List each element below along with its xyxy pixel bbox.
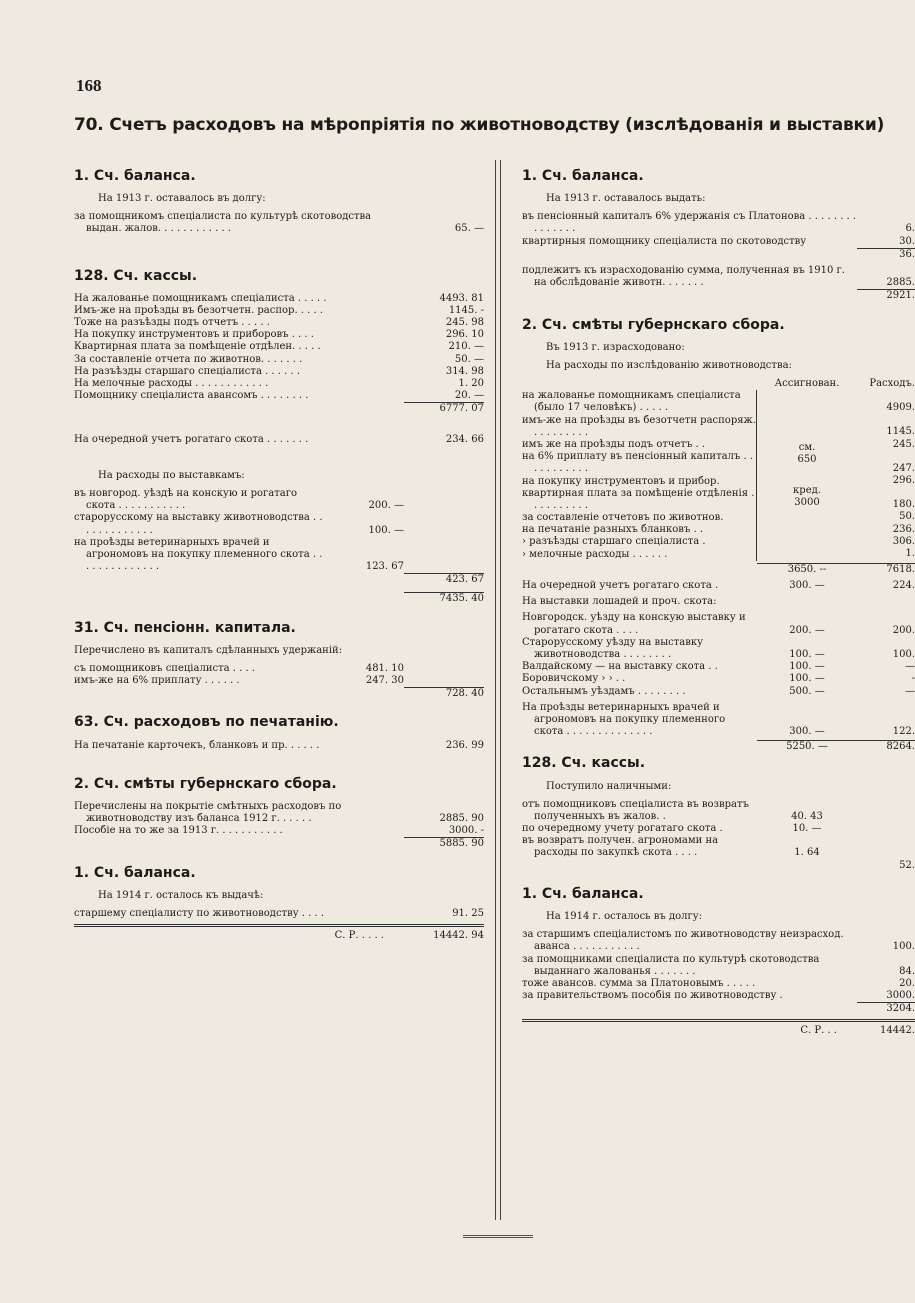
entry-assign: 300. —	[789, 580, 825, 592]
entry-label: по очередному учету рогатаго скота .	[522, 823, 723, 835]
entry-row	[74, 488, 404, 512]
entry-label: Валдайскому — на выставку скота . .	[522, 661, 718, 673]
total-row	[522, 1002, 915, 1015]
entry-value: 247. 30	[365, 675, 404, 687]
entry-value: 1.	[905, 547, 915, 559]
entry-label: Тоже на разъѣзды подъ отчетъ . . . . .	[74, 317, 270, 329]
page-number: 168	[76, 76, 102, 95]
total-value: 3204.	[857, 1002, 915, 1015]
entry-label: имъ-же на 6% приплату . . . . . .	[74, 675, 240, 687]
entry-row	[522, 673, 915, 685]
subheading: На 1914 г. осталось къ выдачѣ:	[98, 889, 264, 901]
page-title: 70. Счетъ расходовъ на мѣропріятія по животноводству (изслѣдованія и выставки)	[74, 115, 885, 135]
entry-value: 10. —	[792, 823, 822, 835]
entry-value: 4909.	[886, 402, 915, 414]
entry-label: за старшимъ спеціалистомъ по животноводству неизрасход. аванса . . . . . . . . . . .	[522, 929, 844, 953]
entry-row	[522, 835, 857, 859]
entry-label: Помощнику спеціалиста авансомъ . . . . . . . .	[74, 390, 309, 402]
entry-row	[522, 211, 915, 235]
entry-row	[522, 265, 915, 289]
total-value: 2921.	[857, 289, 915, 302]
entry-label: Боровичскому › › . .	[522, 673, 626, 685]
entry-value: 245. 98	[445, 317, 484, 329]
total-row	[522, 289, 915, 302]
entry-row	[74, 305, 484, 317]
entry-row	[74, 663, 404, 675]
entry-value: 234. 66	[445, 433, 484, 445]
entry-label: отъ помощниковъ спеціалиста въ возвратъ полученныхъ въ жалов. .	[522, 798, 749, 822]
entry-value: 2885.	[886, 277, 915, 289]
entry-label: Перечислены на покрытіе смѣтныхъ расходовъ по животноводству изъ баланса 1912 г. . . . . .	[74, 800, 342, 825]
entry-label: На покупку инструментовъ и приборовъ . . . .	[74, 329, 314, 341]
entry-label: За составленіе отчета по животнов. . . . . . .	[74, 353, 303, 365]
entry-label: На жалованье помощникамъ спеціалиста . . . . .	[74, 292, 327, 304]
entry-value: 20.	[899, 977, 915, 989]
entry-label: за помощникомъ спеціалиста по культурѣ скотоводства выдан. жалов. . . . . . . . . . . .	[74, 211, 372, 235]
entry-value: 40. 43	[791, 810, 823, 822]
entry-label: › мелочные расходы . . . . . .	[522, 549, 757, 561]
entry-value: 20. —	[454, 390, 484, 402]
entry-label: въ возвратъ получен. агрономами на расходы по закупкѣ скота . . . .	[522, 835, 719, 859]
entry-row	[74, 293, 484, 305]
entry-value: 3000.	[886, 990, 915, 1002]
entry-row	[522, 476, 757, 488]
entry-row	[74, 825, 484, 837]
entry-row	[74, 801, 484, 825]
subheading: На расходы по изслѣдованію животноводства:	[546, 359, 792, 371]
entry-row	[522, 488, 757, 512]
entry-label: на печатаніе разныхъ бланковъ . .	[522, 524, 757, 536]
section-heading: 2. Сч. смѣты губернскаго сбора.	[522, 316, 785, 333]
grand-total-row	[74, 924, 484, 942]
entry-label: на 6% приплату въ пенсіонный капиталъ . . . . . . . . . . .	[522, 451, 757, 475]
entry-label: На мелочные расходы . . . . . . . . . . . .	[74, 378, 269, 390]
column-divider-lower	[495, 880, 501, 1220]
entry-label: на проѣзды ветеринарныхъ врачей и агрономовъ на покупку племенного скота . . . . . . . . . . . . . .	[74, 536, 323, 573]
brace-note: 3000	[794, 496, 820, 508]
entry-row	[74, 390, 484, 402]
entry-value: 247.	[892, 462, 915, 474]
entry-value: 245.	[892, 438, 915, 450]
entry-row	[74, 366, 484, 378]
entry-value: 200. —	[368, 500, 404, 512]
spent-values	[857, 390, 915, 561]
entry-row	[522, 612, 915, 636]
subheading: Перечислено въ капиталъ сдѣланныхъ удержаній:	[74, 644, 343, 656]
total-assign: 5250. —	[757, 740, 857, 753]
entry-label: за составленіе отчетовъ по животнов.	[522, 512, 757, 524]
footer-rule	[463, 1235, 533, 1238]
column-divider	[495, 160, 501, 880]
entry-row	[522, 580, 915, 592]
entry-value: 1. 64	[794, 847, 820, 859]
entry-label: На печатаніе карточекъ, бланковъ и пр. . . . . .	[74, 739, 320, 751]
grand-total-value: 14442.	[880, 1025, 915, 1037]
entry-value: —	[905, 685, 915, 697]
entry-row	[522, 415, 757, 439]
entry-value: 50.	[899, 511, 915, 523]
entry-value: 100.	[892, 941, 915, 953]
subheading: На 1913 г. оставалось въ долгу:	[98, 193, 266, 205]
entry-value: 314. 98	[445, 365, 484, 377]
entry-label: старорусскому на выставку животноводства . . . . . . . . . . . . .	[74, 512, 323, 536]
section-heading: 1. Сч. баланса.	[74, 864, 196, 881]
entry-row	[74, 740, 484, 752]
entry-row	[74, 354, 484, 366]
brace-note: 650	[797, 454, 817, 466]
total-row	[74, 837, 484, 850]
entry-row	[74, 341, 484, 353]
entry-assign: 100. —	[789, 648, 825, 660]
total-row	[74, 687, 484, 700]
entry-row	[522, 702, 915, 739]
entry-value: 180.	[892, 499, 915, 511]
entry-label: Пособіе на то же за 1913 г. . . . . . . . . . .	[74, 825, 283, 837]
total-value: 7435. 40	[404, 592, 484, 605]
total-value: 5885. 90	[404, 837, 484, 850]
entry-row	[74, 329, 484, 341]
subheading: Въ 1913 г. израсходовано:	[546, 341, 685, 353]
entry-label: въ пенсіонный капиталъ 6% удержанія съ Платонова . . . . . . . . . . . . . . .	[522, 211, 857, 235]
entry-row	[522, 390, 757, 414]
entry-row	[522, 637, 915, 661]
entry-label: съ помощниковъ спеціалиста . . . .	[74, 662, 256, 674]
entry-value: 1145. -	[448, 304, 484, 316]
entry-label: Новгородск. уѣзду на конскую выставку и рогатаго скота . . . .	[522, 612, 746, 636]
entry-value: 3000. -	[448, 825, 484, 837]
entry-label: подлежитъ къ израсходованію сумма, полученная въ 1910 г. на обслѣдованіе животн. . . . . . .	[522, 265, 845, 289]
col-assign-header: Ассигнован.	[774, 378, 840, 390]
entry-value: 296.	[892, 474, 915, 486]
grand-total-label: С. Р. . . . .	[334, 930, 384, 942]
left-column	[74, 154, 484, 942]
entry-value: 306.	[892, 535, 915, 547]
entry-row	[74, 537, 404, 574]
entry-value: 481. 10	[365, 662, 404, 674]
grand-total-value: 14442. 94	[433, 930, 484, 942]
entry-label: на жалованье помощникамъ спеціалиста (было 17 человѣкъ) . . . . .	[522, 390, 757, 414]
entry-row	[522, 823, 857, 835]
entry-value: 210. —	[448, 341, 484, 353]
entry-value: 84.	[899, 965, 915, 977]
total-spent: 8264.	[857, 740, 915, 753]
entry-label: Имъ-же на проѣзды въ безотчетн. распор. . . . .	[74, 304, 324, 316]
subtotal-row	[522, 248, 915, 261]
entry-assign: 100. —	[789, 673, 825, 685]
entry-value: 65. —	[454, 223, 484, 235]
total-row	[522, 740, 915, 753]
entry-value: 91. 25	[452, 907, 484, 919]
section-heading: 1. Сч. баланса.	[522, 885, 644, 902]
entry-label: за помощниками спеціалиста по культурѣ скотоводства выданнаго жалованья . . . . . . .	[522, 953, 820, 977]
right-column	[522, 154, 915, 1038]
brace-rows	[522, 390, 757, 561]
entry-value: 100. —	[368, 524, 404, 536]
brace-note: см.	[798, 442, 816, 454]
entry-label: На очередной учетъ рогатаго скота .	[522, 580, 719, 592]
section-heading: 1. Сч. баланса.	[522, 168, 644, 184]
entry-value: 2885. 90	[439, 813, 484, 825]
entry-value: 6.	[905, 223, 915, 235]
subtotal-value: 6777. 07	[404, 402, 484, 415]
entry-row	[522, 686, 915, 698]
brace-block	[522, 390, 915, 561]
total-value: 728. 40	[404, 687, 484, 700]
entry-label: На проѣзды ветеринарныхъ врачей и агрономовъ на покупку племенного скота . . . . . . . . . . . . . .	[522, 701, 726, 738]
entry-label: имъ же на проѣзды подъ отчетъ . .	[522, 439, 757, 451]
total-row	[522, 860, 915, 872]
column-headers	[522, 378, 915, 390]
entry-row	[522, 451, 757, 475]
section-heading: 128. Сч. кассы.	[74, 267, 198, 284]
entry-value: —	[905, 661, 915, 673]
grand-total-label: С. Р. . .	[800, 1025, 837, 1037]
subheading: Поступило наличными:	[546, 780, 672, 792]
entry-value: 1145.	[886, 426, 915, 438]
entry-label: квартирныя помощнику спеціалиста по скотоводству	[522, 235, 807, 247]
entry-assign: 200. —	[789, 624, 825, 636]
section-heading: 128. Сч. кассы.	[522, 755, 646, 772]
entry-row	[522, 512, 757, 524]
entry-row	[74, 211, 484, 235]
grand-total-row	[522, 1019, 915, 1037]
entry-assign: 300. —	[789, 726, 825, 738]
subheading: На 1914 г. осталось въ долгу:	[546, 910, 702, 922]
subheading: На 1913 г. оставалось выдать:	[546, 193, 706, 205]
entry-row	[522, 549, 757, 561]
entry-row	[522, 439, 757, 451]
entry-row	[74, 908, 484, 920]
entry-row	[74, 317, 484, 329]
subheading: На расходы по выставкамъ:	[98, 469, 245, 481]
entry-row	[74, 675, 404, 687]
entry-label: имъ-же на проѣзды въ безотчетн распоряж. . . . . . . . . .	[522, 414, 756, 438]
entry-label: Остальнымъ уѣздамъ . . . . . . . .	[522, 685, 686, 697]
entry-label: › разъѣзды старшаго спеціалиста .	[522, 536, 757, 548]
entry-assign: 100. —	[789, 661, 825, 673]
entry-label: старшему спеціалисту по животноводству . . . .	[74, 907, 325, 919]
entry-row	[522, 954, 915, 978]
entry-label: На разъѣзды старшаго спеціалиста . . . . . .	[74, 365, 301, 377]
entry-value: 200.	[892, 624, 915, 636]
entry-label: Квартирная плата за помѣщеніе отдѣлен. . . . .	[74, 341, 321, 353]
entry-value: 123. 67	[365, 561, 404, 573]
entry-label: въ новгород. уѣздѣ на конскую и рогатаго скота . . . . . . . . . . .	[74, 487, 297, 512]
entry-row	[522, 990, 915, 1002]
section-heading: 63. Сч. расходовъ по печатанію.	[74, 714, 339, 731]
subtotal-row	[74, 573, 484, 586]
subtotal-value: 423. 67	[404, 573, 484, 586]
section-heading: 1. Сч. баланса.	[74, 168, 196, 184]
entry-row	[74, 512, 404, 536]
subtotal-row	[522, 563, 915, 576]
entry-value: 1. 20	[458, 378, 484, 390]
entry-value: 296. 10	[445, 329, 484, 341]
section-heading: 2. Сч. смѣты губернскаго сбора.	[74, 775, 337, 792]
entry-label: Старорусскому уѣзду на выставку животноводства . . . . . . . .	[522, 636, 704, 660]
entry-value: -	[911, 673, 915, 685]
col-spent-header: Расходъ.	[869, 378, 915, 390]
brace-note: кред.	[793, 484, 821, 496]
entry-value: 236. 99	[445, 739, 484, 751]
entry-value: 4493. 81	[439, 292, 484, 304]
entry-assign: 500. —	[789, 685, 825, 697]
entry-row	[522, 536, 757, 548]
entry-label: тоже авансов. сумма за Платоновымъ . . . . .	[522, 977, 756, 989]
entry-label: На очередной учетъ рогатаго скота . . . . . . .	[74, 433, 309, 445]
entry-row	[522, 661, 915, 673]
entry-row	[74, 378, 484, 390]
entry-value: 100.	[892, 648, 915, 660]
subtotal-spent: 7618.	[857, 563, 915, 576]
entry-row	[522, 524, 757, 536]
entry-row	[74, 434, 484, 446]
entry-row	[522, 929, 915, 953]
total-value: 52.	[899, 859, 915, 871]
section-heading: 31. Сч. пенсіонн. капитала.	[74, 619, 296, 636]
entry-value: 50. —	[454, 353, 484, 365]
entry-row	[522, 236, 915, 248]
subtotal-value: 36.	[857, 248, 915, 261]
entry-value: 122.	[892, 726, 915, 738]
assign-brace-values	[757, 390, 857, 561]
subtotal-row	[74, 402, 484, 415]
entry-label: квартирная плата за помѣщеніе отдѣленія . . . . . . . . . .	[522, 488, 757, 512]
entry-label: на покупку инструментовъ и прибор.	[522, 476, 757, 488]
entry-value: 30.	[899, 235, 915, 247]
entry-row	[522, 978, 915, 990]
entry-row	[522, 799, 857, 823]
subtotal-assign: 3650. --	[757, 563, 857, 576]
total-row	[74, 592, 484, 605]
entry-value: 236.	[892, 523, 915, 535]
subheading: На выставки лошадей и проч. скота:	[522, 596, 717, 608]
entry-value: 224.	[892, 580, 915, 592]
entry-label: за правительствомъ пособія по животноводству .	[522, 990, 783, 1002]
